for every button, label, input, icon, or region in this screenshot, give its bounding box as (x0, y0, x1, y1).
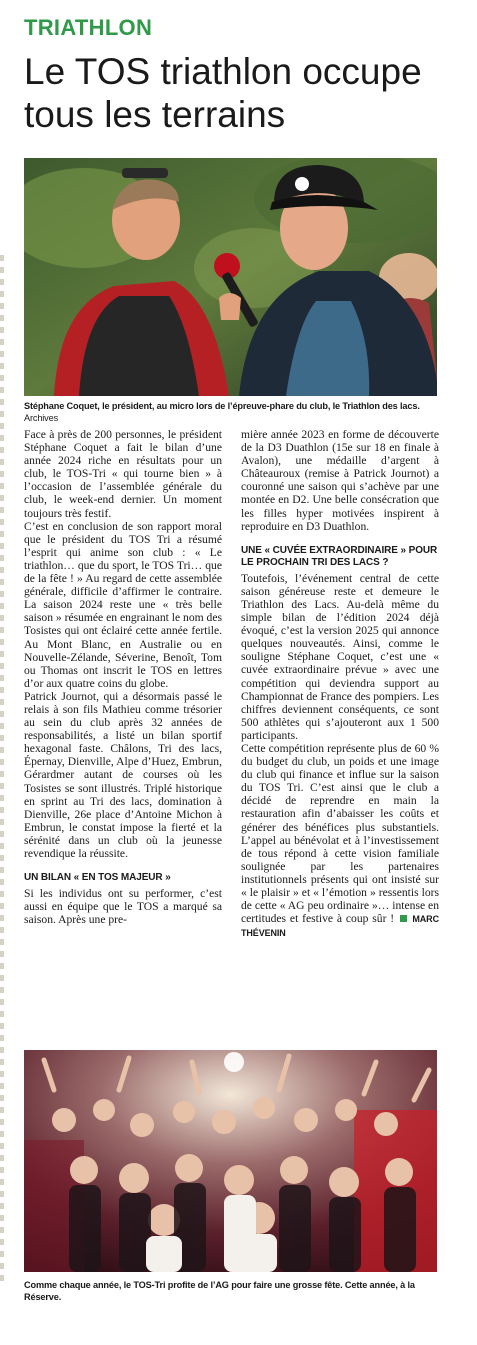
photo1-credit: Archives (24, 413, 59, 423)
photo-party-crowd (24, 1050, 437, 1272)
adjacent-column-edge (0, 255, 4, 1285)
photo-president-interview (24, 158, 437, 396)
byline-square-icon (400, 915, 407, 922)
photo1-caption (24, 400, 440, 424)
paragraph-text: Cette compétition représente plus de 60 % du budget du club, un poids et une image du club qui finance et influe sur la saison du TOS Tri. C’est ainsi que le club a décidé de reprendre en main la restauration afin d’abaisser les coûts et générer des bénéfices plus substantiels. L’appel au bénévolat et à l’investissement de tous répond à cette vision familiale soulignée par les partenaires institutionnels présents qui ont insisté sur « le plaisir » et « l’émotion » ressentis lors de cette « AG peu ordinaire »… intense en certitudes et festive à coup sûr ! (241, 741, 439, 926)
paragraph: Toutefois, l’événement central de cette saison généreuse reste et demeure le Triathlon des Lacs. Au-delà même du simple bilan de l’édition 2024 déjà évoqué, c’est la version 2025 qui annonce quelques nouveautés. Ainsi, comme le souligne Stéphane Coquet, c’est une « cuvée extraordinaire prévue » avec une compétition qui deviendra support au Championnat de France des pompiers. Les chiffres deviennent conséquents, ce sont 500 athlètes qui s’ajouteront aux 1 500 participants. (241, 571, 439, 742)
paragraph: mière année 2023 en forme de découverte de la D3 Duathlon (15e sur 18 en finale à Avalon), une médaille d’argent à Châteauroux (remise à Patrick Journot) a couronné une saison qui s’achève par une montée en D2. Une belle consécration que les filles hyper motivées inspirent à reproduire en D3 Duathlon. (241, 428, 439, 533)
paragraph: C’est en conclusion de son rapport moral que le président du TOS Tri a résumé l’esprit qui anime son club : « Le triathlon… que du sport, le TOS Tri… que de la fête ! » Au regard de cette assemblée générale, difficile d’affirmer le contraire. La saison 2024 reste une « très belle saison » résumée en engrainant le nom des Tosistes qui ont éclairé cette année fertile. Au Mont Blanc, en Australie ou en Nouvelle-Zélande, Séverine, Benoît, Tom ou Thomas ont inscrit le TOS en lettres d’or aux quatre coins du globe. (24, 519, 222, 690)
paragraph-with-byline (241, 742, 439, 940)
subheading: UNE « CUVÉE EXTRAORDINAIRE » POUR LE PROCHAIN TRI DES LACS ? (241, 544, 438, 569)
paragraph: Face à près de 200 personnes, le président Stéphane Coquet a fait le bilan d’une année 2024 riche en résultats pour un club, le TOS-Tri « qui tourne bien » à l’occasion de l’assemblée générale du club, le week-end dernier. Un moment toujours très festif. (24, 428, 222, 520)
paragraph: Patrick Journot, qui a désormais passé le relais à son fils Mathieu comme trésorier au sein du club après 32 années de responsabilités, a listé un bilan sportif hexagonal faste. Châlons, Tri des lacs, Épernay, Dienville, Alpe d’Huez, Embrun, Gérardmer autant de courses où les Tosistes se sont illustrés. Triplé historique en sprint au Tri des lacs, domination à Dienville, 26e place d’Antoine Michon à Embrun, le constat impose la fierté et la sérénité dans un club où la jeunesse revendique la réussite. (24, 689, 222, 860)
photo2-caption: Comme chaque année, le TOS-Tri profite de l’AG pour faire une grosse fête. Cette année, à la Réserve. (24, 1280, 415, 1302)
byline-name: MARC THÉVENIN (241, 914, 439, 939)
paragraph: Si les individus ont su performer, c’est aussi en équipe que le TOS a marqué sa saison. Après une pre- (24, 886, 222, 926)
article-column-left (24, 428, 222, 926)
article-headline: Le TOS triathlon occupe tous les terrains (24, 51, 422, 135)
section-kicker: TRIATHLON (24, 15, 153, 40)
subheading: UN BILAN « EN TOS MAJEUR » (24, 872, 171, 884)
photo1-caption-text: Stéphane Coquet, le président, au micro lors de l’épreuve-phare du club, le Triathlon des lacs. (24, 401, 420, 411)
article-column-right (241, 428, 439, 940)
